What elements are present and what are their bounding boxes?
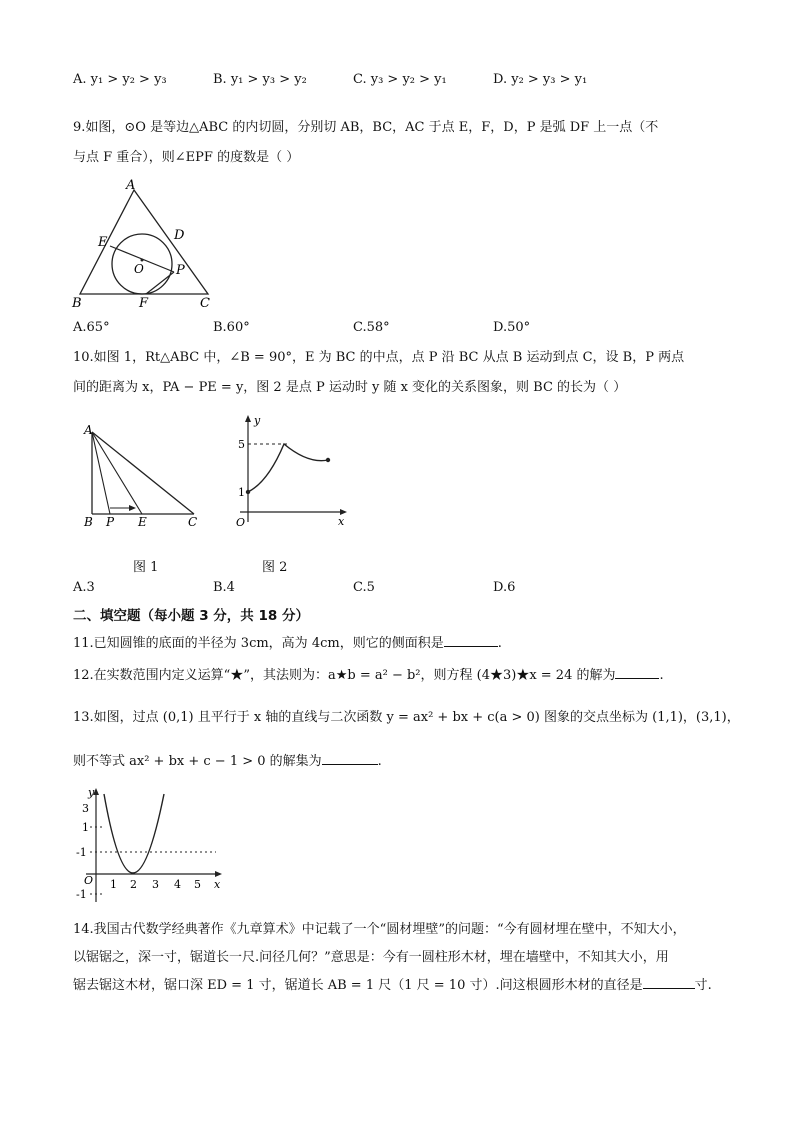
tick-label-1: 1	[238, 486, 245, 499]
label-a: A	[84, 423, 93, 437]
tick-x-1: 1	[110, 878, 117, 891]
label-c: C	[200, 296, 210, 311]
label-e: E	[98, 235, 108, 250]
q10-figure-1	[80, 420, 210, 530]
q12-answer-blank[interactable]	[615, 666, 659, 679]
q13-text-line2: 则不等式 ax² + bx + c − 1 > 0 的解集为	[73, 754, 322, 769]
label-c: C	[188, 515, 198, 529]
q13-parabola-graph	[66, 782, 226, 906]
q10-text-line2: 间的距离为 x，PA − PE = y，图 2 是点 P 运动时 y 随 x 变化的关系图象，则 BC 的长为（ ）	[73, 380, 627, 395]
q9-option-d: D.50°	[493, 320, 531, 335]
q8-option-b: B. y₁ > y₃ > y₂	[213, 72, 307, 87]
origin-label: O	[84, 874, 94, 887]
q13-line2	[73, 750, 382, 769]
q8-option-c: C. y₃ > y₂ > y₁	[353, 72, 447, 87]
q10-text-line1: 10.如图 1，Rt△ABC 中，∠B = 90°，E 为 BC 的中点，点 P 沿 BC 从点 B 运动到点 C，设 B，P 两点	[73, 350, 685, 365]
q12-end: .	[659, 668, 664, 683]
axis-label-y: y	[88, 786, 95, 799]
q14-line3	[73, 974, 712, 993]
tick-y-minus1: -1	[76, 888, 87, 901]
axis-label-y: y	[254, 414, 261, 427]
section-heading-fill-in: 二、填空题（每小题 3 分，共 18 分）	[73, 608, 309, 624]
tick-y-minus1-upper: -1	[76, 846, 87, 859]
q10-option-d: D.6	[493, 580, 516, 595]
label-b: B	[84, 515, 93, 529]
q9-option-c: C.58°	[353, 320, 390, 335]
axis-label-x: x	[214, 878, 221, 891]
q9-text-line2: 与点 F 重合），则∠EPF 的度数是（ ）	[73, 150, 300, 165]
q11-answer-blank[interactable]	[444, 634, 498, 647]
q13-answer-blank[interactable]	[322, 752, 378, 765]
label-f: F	[139, 296, 149, 311]
q14-line2: 以锯锯之，深一寸，锯道长一尺.问径几何？”意思是：今有一圆柱形木材，埋在墙壁中，不知其大小，用	[73, 950, 669, 965]
q14-line1: 14.我国古代数学经典著作《九章算术》中记载了一个“圆材埋壁”的问题：“今有圆材埋在壁中，不知大小，	[73, 922, 686, 937]
q12-line	[73, 664, 664, 683]
arrow-head	[129, 505, 136, 511]
label-p: P	[176, 263, 185, 278]
x-arrow	[215, 871, 222, 877]
q11-text: 11.已知圆锥的底面的半径为 3cm，高为 4cm，则它的侧面积是	[73, 636, 444, 651]
segment-ae	[92, 432, 142, 514]
curve-y-vs-x	[248, 444, 328, 492]
label-b: B	[72, 296, 82, 311]
q14-text-line3: 锯去锯这木材，锯口深 ED = 1 寸，锯道长 AB = 1 尺（1 尺 = 10 寸）.问这根圆形木材的直径是	[73, 978, 643, 993]
tick-x-4: 4	[174, 878, 181, 891]
q14-end: 寸.	[694, 978, 712, 993]
q13-end: .	[377, 754, 382, 769]
chord-pf	[146, 272, 174, 294]
label-p: P	[106, 515, 115, 529]
tick-label-5: 5	[238, 438, 245, 451]
label-a: A	[126, 178, 136, 193]
q9-incircle-figure	[68, 176, 218, 311]
label-e: E	[138, 515, 147, 529]
q10-option-a: A.3	[73, 580, 95, 595]
q14-answer-blank[interactable]	[643, 976, 695, 989]
curve-end-point	[326, 458, 330, 462]
q10-caption-fig2: 图 2	[262, 560, 288, 575]
q9-option-b: B.60°	[213, 320, 250, 335]
curve-start-point	[246, 490, 250, 494]
q10-caption-fig1: 图 1	[133, 560, 159, 575]
q9-text-line1: 9.如图，⊙O 是等边△ABC 的内切圆，分别切 AB，BC，AC 于点 E，F，D，P 是弧 DF 上一点（不	[73, 120, 659, 135]
tick-y-1: 1	[82, 821, 89, 834]
tick-x-2: 2	[130, 878, 137, 891]
q12-text: 12.在实数范围内定义运算“★”，其法则为：a★b = a² − b²，则方程 (4★3)★x = 24 的解为	[73, 668, 616, 683]
q8-option-a: A. y₁ > y₂ > y₃	[73, 72, 167, 87]
q11-end: .	[497, 636, 502, 651]
q10-figure-2	[228, 412, 358, 530]
q10-option-b: B.4	[213, 580, 235, 595]
tick-y-3: 3	[82, 802, 89, 815]
label-d: D	[174, 228, 185, 243]
y-arrow	[245, 415, 251, 422]
tick-x-5: 5	[194, 878, 201, 891]
parabola-curve	[104, 794, 164, 873]
label-o: O	[134, 262, 144, 276]
q11-line	[73, 632, 502, 651]
origin-label: O	[236, 516, 246, 529]
q13-text-line1: 13.如图，过点 (0,1) 且平行于 x 轴的直线与二次函数 y = ax² + bx + c(a > 0) 图象的交点坐标为 (1,1)，(3,1)，	[73, 710, 740, 725]
tick-x-3: 3	[152, 878, 159, 891]
q10-option-c: C.5	[353, 580, 375, 595]
axis-label-x: x	[338, 515, 345, 528]
q8-option-d: D. y₂ > y₃ > y₁	[493, 72, 588, 87]
q9-option-a: A.65°	[73, 320, 110, 335]
